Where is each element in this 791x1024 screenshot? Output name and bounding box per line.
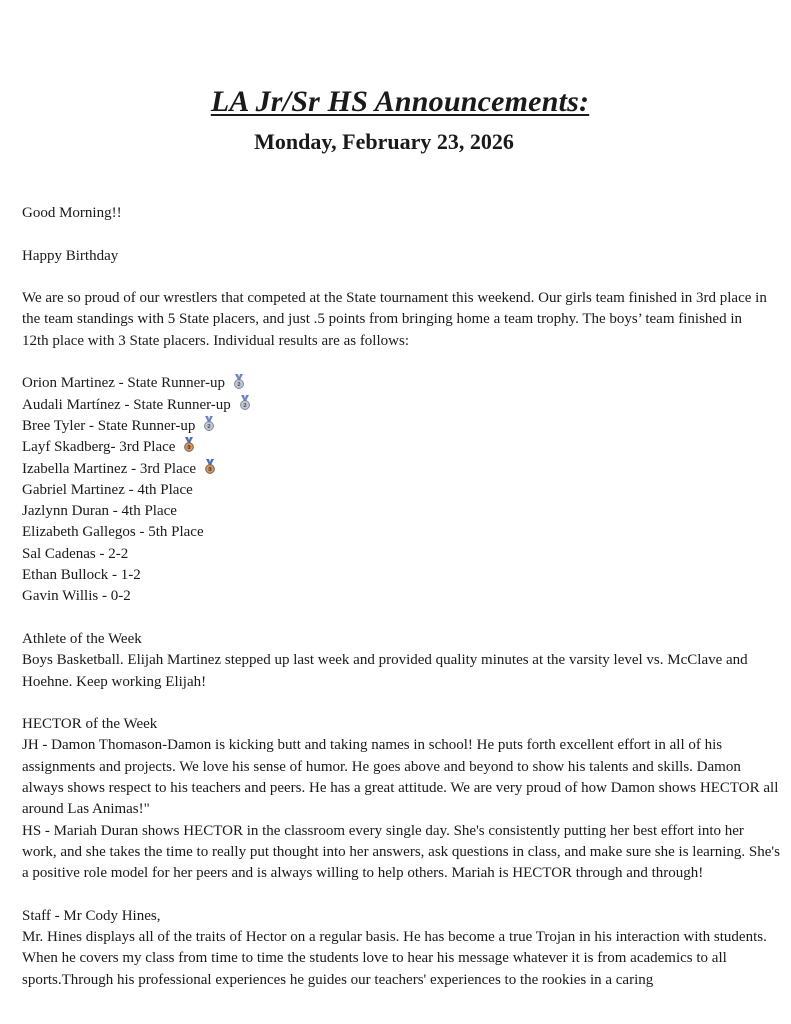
result-item	[22, 586, 782, 607]
result-text: Bree Tyler - State Runner-up	[22, 417, 196, 434]
silver-medal-icon	[203, 416, 215, 431]
bronze-medal-icon	[183, 437, 195, 452]
result-item	[22, 565, 782, 586]
bronze-medal-icon	[204, 459, 216, 474]
result-item	[22, 501, 782, 522]
result-text: Orion Martinez - State Runner-up	[22, 375, 225, 392]
result-text: Jazlynn Duran - 4th Place	[22, 503, 177, 520]
result-text: Layf Skadberg- 3rd Place	[22, 439, 176, 456]
greeting: Good Morning!!	[22, 205, 122, 221]
result-text: Gabriel Martinez - 4th Place	[22, 481, 193, 498]
silver-medal-icon	[239, 395, 251, 410]
result-item	[22, 522, 782, 543]
athlete-heading: Athlete of the Week	[22, 630, 142, 647]
result-text: Audali Martínez - State Runner-up	[22, 396, 231, 413]
wrestling-results-list	[22, 373, 782, 607]
result-item	[22, 416, 782, 437]
athlete-body: Boys Basketball. Elijah Martinez stepped up last week and provided quality minutes at the varsity level vs. McClave and Hoehne. Keep working Elijah!	[22, 652, 748, 690]
hector-jh: JH - Damon Thomason-Damon is kicking butt and taking names in school! He puts forth excellent effort in all of his assignments and projects. We love his sense of humor. He goes above and beyond to show his talents and skills. Damon always shows respect to his teachers and peers. He has a great attitude. We are very proud of how Damon shows HECTOR all around Las Animas!"	[22, 737, 779, 818]
birthday-heading: Happy Birthday	[22, 247, 119, 264]
result-item	[22, 459, 782, 480]
wrestling-intro: We are so proud of our wrestlers that competed at the State tournament this weekend. Our girls team finished in 3rd place in the team standings with 5 State placers, and just .5 points from bringing home a team trophy. The boys’ team finished in 12th place with 3 State placers. Individual results are as follows:	[22, 290, 767, 349]
result-item	[22, 395, 782, 416]
result-text: Izabella Martinez - 3rd Place	[22, 460, 197, 477]
result-text: Sal Cadenas - 2-2	[22, 545, 129, 562]
silver-medal-icon	[233, 374, 245, 389]
result-text: Ethan Bullock - 1-2	[22, 567, 141, 584]
svg-text:2: 2	[243, 402, 247, 409]
hector-heading: HECTOR of the Week	[22, 716, 158, 733]
svg-text:2: 2	[207, 423, 211, 430]
svg-text:3: 3	[208, 466, 212, 473]
page-date: Monday, February 23, 2026	[254, 129, 514, 154]
result-text: Gavin Willis - 0-2	[22, 588, 131, 605]
result-text: Elizabeth Gallegos - 5th Place	[22, 524, 204, 541]
announcement-body	[22, 203, 782, 991]
result-item	[22, 480, 782, 501]
result-item	[22, 373, 782, 394]
result-item	[22, 437, 782, 458]
svg-text:3: 3	[187, 445, 192, 452]
result-item	[22, 544, 782, 565]
staff-heading: Staff - Mr Cody Hines,	[22, 907, 161, 924]
svg-text:2: 2	[237, 381, 241, 388]
page-title: LA Jr/Sr HS Announcements:	[210, 85, 590, 118]
staff-body: Mr. Hines displays all of the traits of Hector on a regular basis. He has become a true Trojan in his interaction with students. When he covers my class from time to time the students love to hear his message whatever it is from academics to all sports.Through his professional experiences he guides our teachers' experiences to the rookies in a caring	[22, 929, 767, 988]
hector-hs: HS - Mariah Duran shows HECTOR in the classroom every single day. She's consistently putting her best effort into her work, and she takes the time to really put thought into her answers, ask questions in class, and make sure she is learning. She's a positive role model for her peers and is always willing to help others. Mariah is HECTOR through and through!	[22, 822, 780, 882]
